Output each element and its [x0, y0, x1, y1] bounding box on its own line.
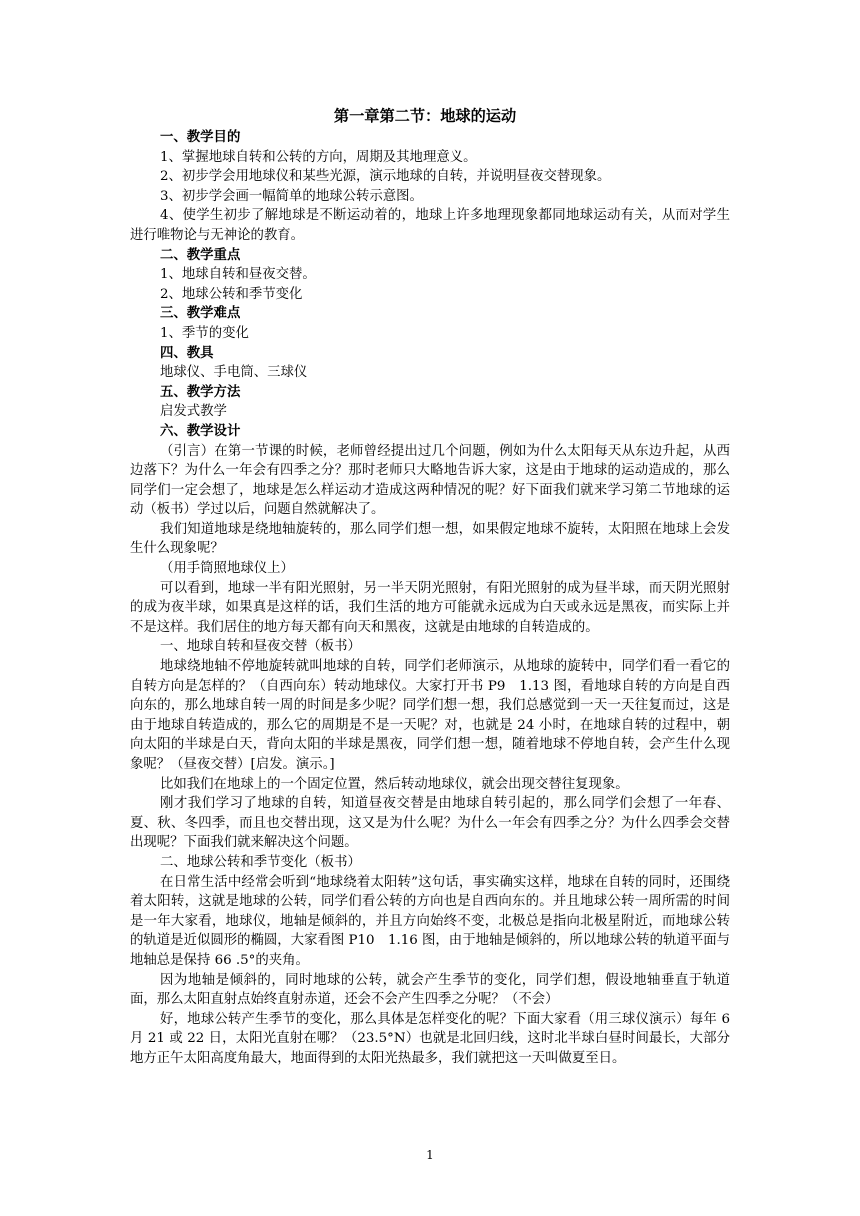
section-heading-method: 五、教学方法: [160, 383, 241, 400]
body-paragraph: （引言）在第一节课的时候，老师曾经提出过几个问题，例如为什么太阳每天从东边升起，从西边落下？为什么一年会有四季之分？那时老师只大略地告诉大家，这是由于地球的运动造成的，那么同学们一定会想了，地球是怎么样运动才造成这两种情况的呢？好下面我们就来学习第二节地球的运动（板书）学过以后，问题自然就解决了。: [130, 443, 730, 518]
body-paragraph: 比如我们在地球上的一个固定位置，然后转动地球仪，就会出现交替往复现象。: [160, 776, 629, 792]
body-paragraph: 可以看到，地球一半有阳光照射，另一半天阴光照射，有阳光照射的成为昼半球，而天阴光照射的成为夜半球，如果真是这样的话，我们生活的地方可能就永远成为白天或永远是黑夜，而实际上并不是这样。我们居住的地方每天都有向天和黑夜，这就是由地球的自转造成的。: [130, 580, 730, 635]
objective-item: 1、掌握地球自转和公转的方向，周期及其地理意义。: [160, 149, 477, 165]
section-heading-objectives: 一、教学目的: [160, 129, 241, 145]
body-paragraph: 在日常生活中经常会听到“地球绕着太阳转”这句话，事实确实这样，地球在自转的同时，还围绕着太阳转，这就是地球的公转，同学们看公转的方向也是自西向东的。并且地球公转一周所需的时间是一年大家看，地球仪，地轴是倾斜的，并且方向始终不变，北极总是指向北极星附近，而地球公转的轨道是近似圆形的椭圆，大家看图 P10 1.16 图，由于地轴是倾斜的，所以地球公转的轨道平面与地轴总是保持 66 .5°的夹角。: [130, 874, 730, 968]
key-point-item: 2、地球公转和季节变化: [160, 286, 303, 302]
body-paragraph: 好，地球公转产生季节的变化，那么具体是怎样变化的呢？下面大家看（用三球仪演示）每年 6 月 21 或 22 日，太阳光直射在哪？（23.5°N）也就是北回归线，这时北半球白昼时间最长，大部分地方正午太阳高度角最大，地面得到的太阳光热最多，我们就把这一天叫做夏至日。: [130, 1011, 730, 1066]
key-point-item: 1、地球自转和昼夜交替。: [160, 267, 316, 283]
objective-item: 2、初步学会用地球仪和某些光源，演示地球的自转，并说明昼夜交替现象。: [160, 169, 611, 185]
page-number: 1: [426, 1148, 434, 1162]
section-heading-key-points: 二、教学重点: [160, 246, 241, 263]
body-paragraph: （用手筒照地球仪上）: [160, 561, 294, 577]
difficulty-item: 1、季节的变化: [160, 325, 249, 341]
section-heading-design: 六、教学设计: [160, 422, 241, 439]
body-paragraph: 刚才我们学习了地球的自转，知道昼夜交替是由地球自转引起的，那么同学们会想了一年春、夏、秋、冬四季，而且也交替出现，这又是为什么呢？为什么一年会有四季之分？为什么四季会交替出现呢？下面我们就来解决这个问题。: [130, 796, 730, 851]
body-paragraph: 我们知道地球是绕地轴旋转的，那么同学们想一想，如果假定地球不旋转，太阳照在地球上会发生什么现象呢？: [130, 521, 730, 557]
body-paragraph: 因为地轴是倾斜的，同时地球的公转，就会产生季节的变化，同学们想，假设地轴垂直于轨道面，那么太阳直射点始终直射赤道，还会不会产生四季之分呢？（不会）: [130, 972, 730, 1008]
method-item: 启发式教学: [160, 404, 227, 420]
document-body: [130, 104, 730, 1069]
teaching-aids-item: 地球仪、手电筒、三球仪: [160, 365, 308, 381]
page-title: 第一章第二节：地球的运动: [333, 107, 517, 125]
objective-item: 4、使学生初步了解地球是不断运动着的，地球上许多地理现象都同地球运动有关，从而对学生进行唯物论与无神论的教育。: [130, 208, 730, 243]
section-heading-difficulties: 三、教学难点: [160, 305, 241, 322]
body-paragraph: 地球绕地轴不停地旋转就叫地球的自转，同学们老师演示，从地球的旋转中，同学们看一看它的自转方向是怎样的？（自西向东）转动地球仪。大家打开书 P9 1.13 图，看地球自转的方向是自西向东的，那么地球自转一周的时间是多少呢？同学们想一想，我们总感觉到一天一天往复而过，这是由于地球自转造成的，那么它的周期是不是一天呢？对，也就是 24 小时，在地球自转的过程中，朝向太阳的半球是白天，背向太阳的半球是黑夜，同学们想一想，随着地球不停地自转，会产生什么现象呢？（昼夜交替）[启发。演示。]: [130, 659, 730, 772]
subsection-heading-revolution: 二、地球公转和季节变化（板书）: [160, 854, 361, 870]
subsection-heading-rotation: 一、地球自转和昼夜交替（板书）: [160, 639, 361, 655]
objective-item: 3、初步学会画一幅简单的地球公转示意图。: [160, 188, 423, 204]
section-heading-teaching-aids: 四、教具: [160, 344, 214, 361]
